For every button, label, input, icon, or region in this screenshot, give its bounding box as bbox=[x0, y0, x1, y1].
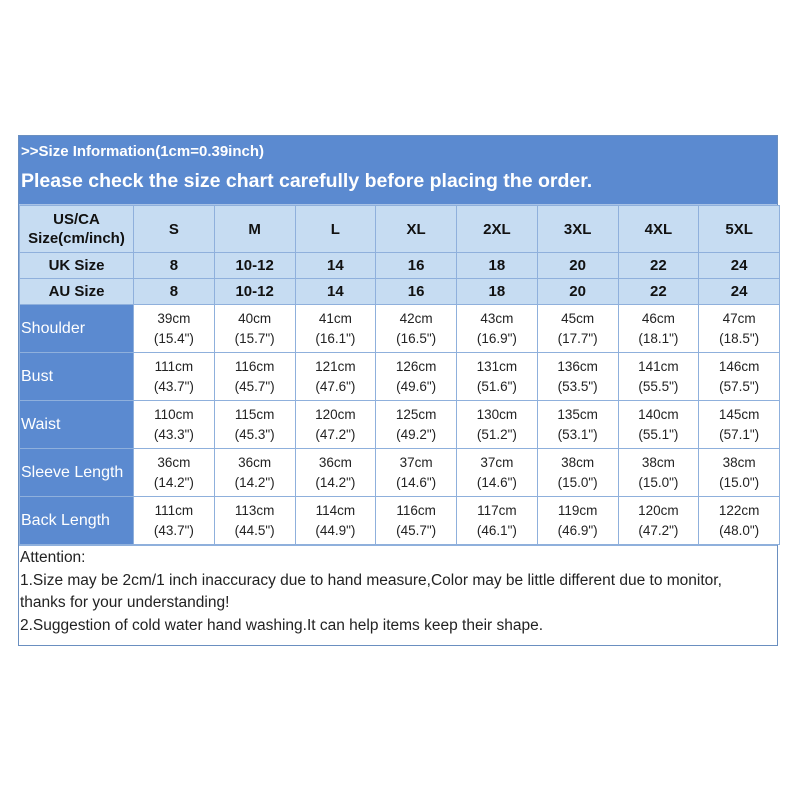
measurement-label: Waist bbox=[20, 401, 134, 449]
size-chart-banner bbox=[19, 136, 777, 205]
measurement-cell bbox=[214, 401, 295, 449]
measurement-inch: (45.7") bbox=[396, 522, 437, 538]
measurement-cm: 38cm bbox=[641, 454, 675, 470]
size-value-cell: XL bbox=[376, 206, 457, 253]
measurement-cm: 47cm bbox=[722, 310, 756, 326]
measurement-cm: 46cm bbox=[641, 310, 675, 326]
measurement-cell bbox=[134, 353, 215, 401]
measurement-cm: 110cm bbox=[154, 406, 194, 422]
size-row-label bbox=[20, 206, 134, 253]
measurement-cell bbox=[618, 353, 699, 401]
size-value-cell: 24 bbox=[699, 279, 780, 305]
measurement-cm: 115cm bbox=[234, 406, 275, 422]
measurement-cell bbox=[214, 449, 295, 497]
size-value-cell: 20 bbox=[537, 279, 618, 305]
measurement-cm: 120cm bbox=[638, 502, 679, 518]
measurement-inch: (15.7") bbox=[234, 330, 275, 346]
measurement-inch: (57.5") bbox=[719, 378, 760, 394]
size-row-label-line1: US/CA bbox=[53, 211, 100, 228]
measurement-cell bbox=[457, 401, 538, 449]
measurement-cell bbox=[134, 497, 215, 545]
measurement-cm: 36cm bbox=[238, 454, 272, 470]
size-value-cell: 22 bbox=[618, 253, 699, 279]
size-header-row bbox=[20, 206, 780, 253]
measurement-inch: (43.3") bbox=[153, 426, 194, 442]
measurement-inch: (44.9") bbox=[315, 522, 356, 538]
measurement-inch: (43.7") bbox=[153, 378, 194, 394]
size-value-cell: 20 bbox=[537, 253, 618, 279]
measurement-cm: 38cm bbox=[561, 454, 595, 470]
measurement-inch: (43.7") bbox=[153, 522, 194, 538]
size-value-cell: 2XL bbox=[457, 206, 538, 253]
measurement-label: Bust bbox=[20, 353, 134, 401]
size-chart bbox=[18, 135, 778, 646]
measurement-cm: 36cm bbox=[318, 454, 352, 470]
measurement-cm: 42cm bbox=[399, 310, 433, 326]
attention-notes bbox=[19, 545, 777, 645]
size-value-cell: M bbox=[214, 206, 295, 253]
measurement-cell bbox=[295, 401, 376, 449]
measurement-cell bbox=[618, 401, 699, 449]
measurement-cell bbox=[618, 449, 699, 497]
measurement-inch: (44.5") bbox=[234, 522, 275, 538]
size-header-row bbox=[20, 253, 780, 279]
measurement-inch: (15.0") bbox=[719, 474, 760, 490]
measurement-row bbox=[20, 449, 780, 497]
notes-line-1: 1.Size may be 2cm/1 inch inaccuracy due to hand measure,Color may be little different due to monitor, bbox=[20, 571, 722, 589]
measurement-cm: 136cm bbox=[557, 358, 598, 374]
measurement-cell bbox=[537, 401, 618, 449]
size-row-label-line2: Size(cm/inch) bbox=[28, 230, 125, 247]
measurement-inch: (17.7") bbox=[557, 330, 598, 346]
measurement-cm: 141cm bbox=[638, 358, 679, 374]
measurement-cell bbox=[214, 497, 295, 545]
measurement-cell bbox=[295, 305, 376, 353]
measurement-cell bbox=[376, 353, 457, 401]
measurement-inch: (49.6") bbox=[396, 378, 437, 394]
measurement-inch: (14.2") bbox=[153, 474, 194, 490]
measurement-cm: 39cm bbox=[157, 310, 191, 326]
measurement-cell bbox=[457, 305, 538, 353]
measurement-cell bbox=[134, 401, 215, 449]
size-value-cell: 5XL bbox=[699, 206, 780, 253]
measurement-cm: 40cm bbox=[238, 310, 272, 326]
measurement-cm: 41cm bbox=[318, 310, 352, 326]
measurement-cell bbox=[537, 353, 618, 401]
measurement-inch: (14.6") bbox=[396, 474, 437, 490]
measurement-cell bbox=[295, 449, 376, 497]
measurement-inch: (51.6") bbox=[476, 378, 517, 394]
measurement-cm: 111cm bbox=[154, 358, 194, 374]
measurement-row bbox=[20, 305, 780, 353]
measurement-inch: (16.1") bbox=[315, 330, 356, 346]
measurement-inch: (47.6") bbox=[315, 378, 356, 394]
measurement-cell bbox=[295, 353, 376, 401]
measurement-cm: 116cm bbox=[234, 358, 275, 374]
measurement-cm: 140cm bbox=[638, 406, 679, 422]
size-info-heading: >>Size Information(1cm=0.39inch) bbox=[21, 143, 264, 160]
measurement-inch: (46.9") bbox=[557, 522, 598, 538]
measurement-row bbox=[20, 353, 780, 401]
measurement-cell bbox=[699, 401, 780, 449]
size-value-cell: L bbox=[295, 206, 376, 253]
size-value-cell: 16 bbox=[376, 253, 457, 279]
measurement-cell bbox=[295, 497, 376, 545]
measurement-inch: (16.5") bbox=[396, 330, 437, 346]
size-row-label: AU Size bbox=[20, 279, 134, 305]
measurement-cell bbox=[699, 497, 780, 545]
size-value-cell: 14 bbox=[295, 253, 376, 279]
measurement-cell bbox=[376, 305, 457, 353]
measurement-cell bbox=[537, 305, 618, 353]
measurement-inch: (53.1") bbox=[557, 426, 598, 442]
size-value-cell: 8 bbox=[134, 279, 215, 305]
size-value-cell: 10-12 bbox=[214, 253, 295, 279]
size-chart-instruction: Please check the size chart carefully before placing the order. bbox=[21, 170, 593, 192]
measurement-inch: (18.1") bbox=[638, 330, 679, 346]
measurement-inch: (14.6") bbox=[476, 474, 517, 490]
measurement-cm: 130cm bbox=[476, 406, 518, 422]
measurement-row bbox=[20, 497, 780, 545]
size-value-cell: 16 bbox=[376, 279, 457, 305]
measurement-cell bbox=[214, 353, 295, 401]
measurement-cm: 135cm bbox=[557, 406, 598, 422]
measurement-inch: (15.0") bbox=[638, 474, 679, 490]
measurement-inch: (14.2") bbox=[315, 474, 356, 490]
measurement-cm: 122cm bbox=[718, 502, 760, 518]
measurement-inch: (46.1") bbox=[476, 522, 517, 538]
measurement-cell bbox=[457, 449, 538, 497]
measurement-cell bbox=[537, 449, 618, 497]
size-value-cell: 22 bbox=[618, 279, 699, 305]
size-value-cell: 10-12 bbox=[214, 279, 295, 305]
measurement-cell bbox=[134, 305, 215, 353]
measurement-inch: (15.0") bbox=[557, 474, 598, 490]
measurement-label: Back Length bbox=[20, 497, 134, 545]
measurement-inch: (51.2") bbox=[476, 426, 517, 442]
measurement-cell bbox=[134, 449, 215, 497]
measurement-cm: 37cm bbox=[480, 454, 514, 470]
measurement-cm: 36cm bbox=[157, 454, 191, 470]
size-row-label: UK Size bbox=[20, 253, 134, 279]
measurement-cell bbox=[214, 305, 295, 353]
measurement-cell bbox=[699, 449, 780, 497]
notes-title: Attention: bbox=[20, 549, 86, 566]
measurement-cell bbox=[699, 305, 780, 353]
measurement-cell bbox=[376, 497, 457, 545]
measurement-cm: 146cm bbox=[718, 358, 760, 374]
measurement-cm: 121cm bbox=[315, 358, 356, 374]
measurement-cm: 125cm bbox=[395, 406, 437, 422]
measurement-inch: (15.4") bbox=[153, 330, 194, 346]
measurement-cell bbox=[618, 497, 699, 545]
size-value-cell: 24 bbox=[699, 253, 780, 279]
measurement-inch: (14.2") bbox=[234, 474, 275, 490]
measurement-cell bbox=[376, 449, 457, 497]
measurement-inch: (49.2") bbox=[396, 426, 437, 442]
size-value-cell: 8 bbox=[134, 253, 215, 279]
size-value-cell: 18 bbox=[457, 253, 538, 279]
measurement-cm: 37cm bbox=[399, 454, 433, 470]
measurement-inch: (18.5") bbox=[719, 330, 760, 346]
measurement-inch: (47.2") bbox=[638, 522, 679, 538]
measurement-cell bbox=[618, 305, 699, 353]
measurement-cell bbox=[457, 353, 538, 401]
measurement-cm: 113cm bbox=[234, 502, 275, 518]
measurement-cm: 111cm bbox=[154, 502, 194, 518]
measurement-inch: (55.1") bbox=[638, 426, 679, 442]
measurement-cell bbox=[537, 497, 618, 545]
measurement-cm: 145cm bbox=[718, 406, 760, 422]
measurement-cell bbox=[376, 401, 457, 449]
measurement-cm: 45cm bbox=[561, 310, 595, 326]
measurement-cell bbox=[699, 353, 780, 401]
size-value-cell: 3XL bbox=[537, 206, 618, 253]
notes-line-3: 2.Suggestion of cold water hand washing.It can help items keep their shape. bbox=[20, 616, 544, 634]
size-value-cell: 18 bbox=[457, 279, 538, 305]
measurement-cm: 119cm bbox=[557, 502, 598, 518]
measurement-label: Sleeve Length bbox=[20, 449, 134, 497]
measurement-cm: 117cm bbox=[477, 502, 517, 518]
size-header-row bbox=[20, 279, 780, 305]
measurement-inch: (45.3") bbox=[234, 426, 275, 442]
measurement-cm: 116cm bbox=[396, 502, 436, 518]
size-value-cell: 14 bbox=[295, 279, 376, 305]
measurement-cm: 38cm bbox=[722, 454, 756, 470]
measurement-inch: (16.9") bbox=[476, 330, 517, 346]
measurement-cm: 43cm bbox=[480, 310, 514, 326]
size-value-cell: 4XL bbox=[618, 206, 699, 253]
measurement-cm: 131cm bbox=[476, 358, 518, 374]
size-value-cell: S bbox=[134, 206, 215, 253]
measurement-cm: 126cm bbox=[395, 358, 437, 374]
notes-line-2: thanks for your understanding! bbox=[20, 594, 230, 611]
measurement-inch: (48.0") bbox=[719, 522, 760, 538]
size-table bbox=[19, 205, 780, 545]
measurement-inch: (47.2") bbox=[315, 426, 356, 442]
measurement-cell bbox=[457, 497, 538, 545]
measurement-inch: (53.5") bbox=[557, 378, 598, 394]
measurement-inch: (55.5") bbox=[638, 378, 679, 394]
measurement-cm: 114cm bbox=[315, 502, 356, 518]
measurement-cm: 120cm bbox=[315, 406, 356, 422]
measurement-label: Shoulder bbox=[20, 305, 134, 353]
measurement-inch: (45.7") bbox=[234, 378, 275, 394]
measurement-inch: (57.1") bbox=[719, 426, 760, 442]
measurement-row bbox=[20, 401, 780, 449]
